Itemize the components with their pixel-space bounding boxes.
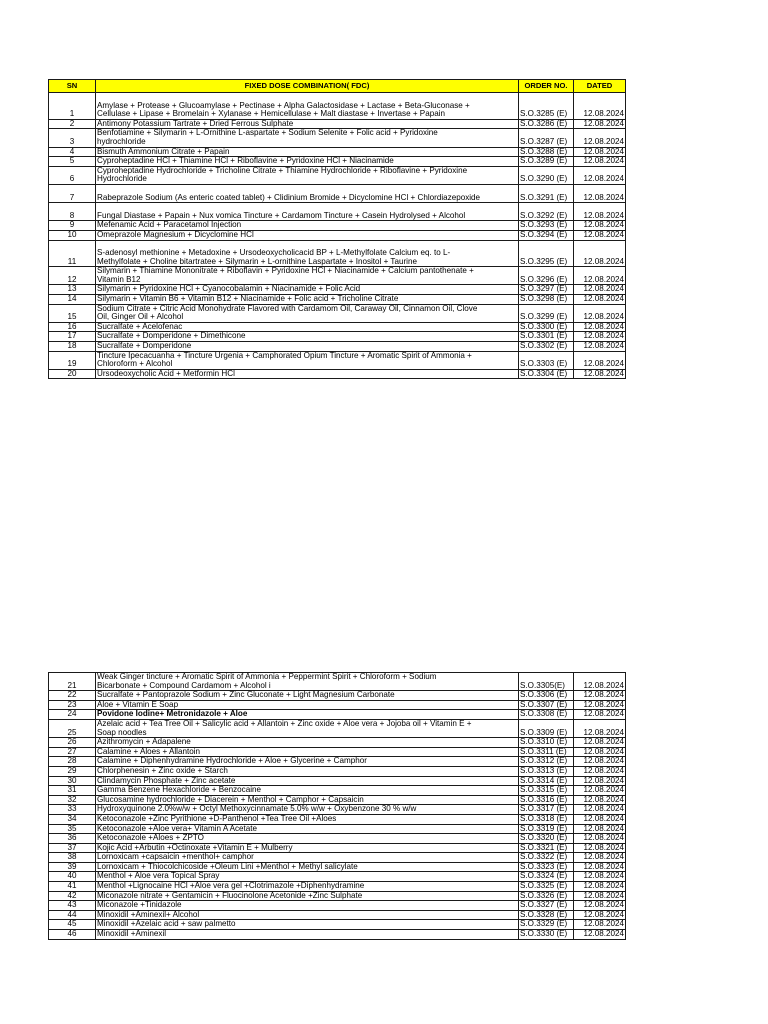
fdc-line: Rabeprazole Sodium (As enteric coated tablet) + Clidinium Bromide + Dicyclomine HCl + Chlordiazepoxide xyxy=(97,192,481,202)
header-fdc: FIXED DOSE COMBINATION( FDC) xyxy=(96,80,519,93)
table-row xyxy=(49,230,626,240)
sn-cell: 18 xyxy=(49,342,96,352)
table-row xyxy=(49,342,626,352)
table-row xyxy=(49,930,626,940)
order-no-cell: S.O.3303 (E) xyxy=(519,351,574,369)
dated-cell: 12.08.2024 xyxy=(574,872,626,882)
fdc-line: Ursodeoxycholic Acid + Metformin HCl xyxy=(97,369,235,378)
sn-cell: 33 xyxy=(49,805,96,815)
fdc-cell xyxy=(96,920,519,930)
dated-cell: 12.08.2024 xyxy=(574,920,626,930)
fdc-line: Cyproheptadine Hydrochloride + Tricholine Citrate + Thiamine Hydrochloride + Riboflavine + Pyridoxine xyxy=(97,166,468,175)
dated-cell: 12.08.2024 xyxy=(574,332,626,342)
dated-cell: 12.08.2024 xyxy=(574,747,626,757)
table-row xyxy=(49,285,626,295)
fdc-cell xyxy=(96,93,519,120)
fdc-cell xyxy=(96,882,519,892)
fdc-line: Sucralfate + Pantoprazole Sodium + Zinc Gluconate + Light Magnesium Carbonate xyxy=(97,690,395,700)
header-order-no: ORDER NO. xyxy=(519,80,574,93)
fdc-cell xyxy=(96,129,519,147)
sn-cell: 19 xyxy=(49,351,96,369)
fdc-cell xyxy=(96,184,519,202)
fdc-line: Ketoconazole +Zinc Pyrithione +D-Panthenol +Tea Tree Oil +Aloes xyxy=(97,814,337,823)
order-no-cell: S.O.3294 (E) xyxy=(519,230,574,240)
fdc-line: Hydroxyquinone 2.0%w/w + Octyl Methoxycinnamate 5.0% w/w + Oxybenzone 30 % w/w xyxy=(97,804,417,814)
order-no-cell: S.O.3306 (E) xyxy=(519,691,574,701)
table-row xyxy=(49,221,626,231)
table-row xyxy=(49,267,626,285)
fdc-line: Azithromycin + Adapalene xyxy=(97,737,191,747)
sn-cell: 24 xyxy=(49,710,96,720)
dated-cell: 12.08.2024 xyxy=(574,295,626,305)
fdc-line: Azelaic acid + Tea Tree Oil + Salicylic acid + Allantoin + Zinc oxide + Aloe vera + Jojoba oil + Vitamin E + xyxy=(97,719,472,728)
dated-cell: 12.08.2024 xyxy=(574,930,626,940)
table-row xyxy=(49,700,626,710)
order-no-cell: S.O.3299 (E) xyxy=(519,304,574,322)
dated-cell: 12.08.2024 xyxy=(574,843,626,853)
order-no-cell: S.O.3289 (E) xyxy=(519,157,574,167)
fdc-cell xyxy=(96,824,519,834)
table-row xyxy=(49,824,626,834)
order-no-cell: S.O.3301 (E) xyxy=(519,332,574,342)
sn-cell: 15 xyxy=(49,304,96,322)
sn-cell: 17 xyxy=(49,332,96,342)
order-no-cell: S.O.3286 (E) xyxy=(519,119,574,129)
sn-cell: 35 xyxy=(49,824,96,834)
fdc-line: Chloroform + Alcohol xyxy=(97,359,173,369)
fdc-line: Hydrochloride xyxy=(97,174,147,184)
fdc-cell xyxy=(96,834,519,844)
fdc-cell xyxy=(96,342,519,352)
fdc-cell xyxy=(96,221,519,231)
fdc-cell xyxy=(96,843,519,853)
fdc-line: Menthol + Aloe vera Topical Spray xyxy=(97,871,220,881)
fdc-cell xyxy=(96,795,519,805)
fdc-line: Minoxidil +Aminexil+ Alcohol xyxy=(97,910,200,919)
fdc-cell xyxy=(96,719,519,737)
fdc-line: Menthol +Lignocaine HCl +Aloe vera gel +Clotrimazole +Diphenhydramine xyxy=(97,881,365,891)
fdc-cell xyxy=(96,166,519,184)
fdc-line: Lornoxicam +capsaicin +menthol+ camphor xyxy=(97,852,254,862)
table-row xyxy=(49,786,626,796)
fdc-line: Silymarin + Pyridoxine HCl + Cyanocobalamin + Niacinamide + Folic Acid xyxy=(97,284,361,294)
sn-cell: 40 xyxy=(49,872,96,882)
order-no-cell: S.O.3309 (E) xyxy=(519,719,574,737)
fdc-line: Minoxidil +Azelaic acid + saw palmetto xyxy=(97,919,236,929)
table-row xyxy=(49,776,626,786)
fdc-line: Soap noodles xyxy=(97,727,147,737)
sn-cell: 9 xyxy=(49,221,96,231)
fdc-cell xyxy=(96,776,519,786)
table-row xyxy=(49,738,626,748)
dated-cell: 12.08.2024 xyxy=(574,786,626,796)
order-no-cell: S.O.3292 (E) xyxy=(519,203,574,221)
sn-cell: 4 xyxy=(49,147,96,157)
fdc-cell xyxy=(96,240,519,267)
sn-cell: 21 xyxy=(49,673,96,691)
dated-cell: 12.08.2024 xyxy=(574,824,626,834)
sn-cell: 22 xyxy=(49,691,96,701)
fdc-line: Amylase + Protease + Glucoamylase + Pectinase + Alpha Galactosidase + Lactase + Beta-Gluconase + xyxy=(97,100,470,110)
sn-cell: 31 xyxy=(49,786,96,796)
table-row xyxy=(49,166,626,184)
dated-cell: 12.08.2024 xyxy=(574,891,626,901)
sn-cell: 1 xyxy=(49,93,96,120)
dated-cell: 12.08.2024 xyxy=(574,230,626,240)
dated-cell: 12.08.2024 xyxy=(574,285,626,295)
order-no-cell: S.O.3311 (E) xyxy=(519,747,574,757)
sn-cell: 32 xyxy=(49,795,96,805)
order-no-cell: S.O.3325 (E) xyxy=(519,882,574,892)
dated-cell: 12.08.2024 xyxy=(574,203,626,221)
table-row xyxy=(49,119,626,129)
sn-cell: 29 xyxy=(49,766,96,776)
table-row xyxy=(49,184,626,202)
order-no-cell: S.O.3321 (E) xyxy=(519,843,574,853)
table-header-row xyxy=(49,80,626,93)
sn-cell: 45 xyxy=(49,920,96,930)
order-no-cell: S.O.3317 (E) xyxy=(519,805,574,815)
sn-cell: 39 xyxy=(49,862,96,872)
order-no-cell: S.O.3315 (E) xyxy=(519,786,574,796)
table-row xyxy=(49,872,626,882)
fdc-cell xyxy=(96,285,519,295)
order-no-cell: S.O.3318 (E) xyxy=(519,814,574,824)
fdc-cell xyxy=(96,757,519,767)
sn-cell: 41 xyxy=(49,882,96,892)
dated-cell: 12.08.2024 xyxy=(574,673,626,691)
table-row xyxy=(49,920,626,930)
sn-cell: 43 xyxy=(49,901,96,911)
dated-cell: 12.08.2024 xyxy=(574,738,626,748)
order-no-cell: S.O.3327 (E) xyxy=(519,901,574,911)
fdc-cell xyxy=(96,147,519,157)
dated-cell: 12.08.2024 xyxy=(574,910,626,920)
dated-cell: 12.08.2024 xyxy=(574,795,626,805)
dated-cell: 12.08.2024 xyxy=(574,814,626,824)
sn-cell: 25 xyxy=(49,719,96,737)
sn-cell: 2 xyxy=(49,119,96,129)
fdc-line: Omeprazole Magnesium + Dicyclomine HCl xyxy=(97,230,254,239)
table-row xyxy=(49,719,626,737)
header-dated: DATED xyxy=(574,80,626,93)
table-row xyxy=(49,322,626,332)
fdc-cell xyxy=(96,691,519,701)
order-no-cell: S.O.3324 (E) xyxy=(519,872,574,882)
fdc-line: Ketoconazole +Aloe vera+ Vitamin A Acetate xyxy=(97,824,258,833)
order-no-cell: S.O.3296 (E) xyxy=(519,267,574,285)
sn-cell: 38 xyxy=(49,853,96,863)
order-no-cell: S.O.3285 (E) xyxy=(519,93,574,120)
order-no-cell: S.O.3295 (E) xyxy=(519,240,574,267)
dated-cell: 12.08.2024 xyxy=(574,184,626,202)
fdc-cell xyxy=(96,119,519,129)
fdc-line: Clindamycin Phosphate + Zinc acetate xyxy=(97,776,236,785)
fdc-cell xyxy=(96,267,519,285)
dated-cell: 12.08.2024 xyxy=(574,691,626,701)
table-row xyxy=(49,910,626,920)
order-no-cell: S.O.3302 (E) xyxy=(519,342,574,352)
sn-cell: 6 xyxy=(49,166,96,184)
fdc-line: Bismuth Ammonium Citrate + Papain xyxy=(97,147,230,156)
dated-cell: 12.08.2024 xyxy=(574,147,626,157)
sn-cell: 16 xyxy=(49,322,96,332)
order-no-cell: S.O.3314 (E) xyxy=(519,776,574,786)
fdc-cell xyxy=(96,710,519,720)
sn-cell: 14 xyxy=(49,295,96,305)
fdc-cell xyxy=(96,766,519,776)
table-row xyxy=(49,891,626,901)
dated-cell: 12.08.2024 xyxy=(574,862,626,872)
fdc-cell xyxy=(96,930,519,940)
order-no-cell: S.O.3288 (E) xyxy=(519,147,574,157)
fdc-line: Aloe + Vitamin E Soap xyxy=(97,700,179,709)
sn-cell: 27 xyxy=(49,747,96,757)
fdc-cell xyxy=(96,862,519,872)
fdc-cell xyxy=(96,230,519,240)
fdc-line: Mefenamic Acid + Paracetamol Injection xyxy=(97,220,242,230)
order-no-cell: S.O.3298 (E) xyxy=(519,295,574,305)
fdc-line: Cellulase + Lipase + Bromelain + Xylanase + Hemicellulase + Malt diastase + Invertase + Papain xyxy=(97,109,446,119)
table-row xyxy=(49,369,626,379)
sn-cell: 7 xyxy=(49,184,96,202)
sn-cell: 5 xyxy=(49,157,96,167)
fdc-cell xyxy=(96,805,519,815)
dated-cell: 12.08.2024 xyxy=(574,157,626,167)
fdc-line: Cyproheptadine HCl + Thiamine HCl + Riboflavine + Pyridoxine HCl + Niacinamide xyxy=(97,156,394,166)
fdc-line: Miconazole nitrate + Gentamicin + Fluocinolone Acetonide +Zinc Sulphate xyxy=(97,891,363,900)
dated-cell: 12.08.2024 xyxy=(574,369,626,379)
order-no-cell: S.O.3319 (E) xyxy=(519,824,574,834)
table-row xyxy=(49,901,626,911)
dated-cell: 12.08.2024 xyxy=(574,351,626,369)
fdc-cell xyxy=(96,700,519,710)
dated-cell: 12.08.2024 xyxy=(574,119,626,129)
order-no-cell: S.O.3322 (E) xyxy=(519,853,574,863)
fdc-line: Miconazole +Tinidazole xyxy=(97,900,182,910)
fdc-line: Calamine + Aloes + Allantoin xyxy=(97,747,201,756)
table-row xyxy=(49,691,626,701)
sn-cell: 44 xyxy=(49,910,96,920)
table-row xyxy=(49,93,626,120)
dated-cell: 12.08.2024 xyxy=(574,267,626,285)
fdc-line: Sucralfate + Domperidone xyxy=(97,341,192,351)
table-row xyxy=(49,882,626,892)
table-row xyxy=(49,710,626,720)
table-row xyxy=(49,295,626,305)
fdc-cell xyxy=(96,369,519,379)
fdc-line: Methylfolate + Choline bitartratee + Silymarin + L-ornithine Laspartate + Inositol + Taurine xyxy=(97,256,417,266)
fdc-line: Povidone Iodine+ Metronidazole + Aloe xyxy=(97,709,248,719)
order-no-cell: S.O.3290 (E) xyxy=(519,166,574,184)
sn-cell: 23 xyxy=(49,700,96,710)
fdc-cell xyxy=(96,853,519,863)
dated-cell: 12.08.2024 xyxy=(574,901,626,911)
fdc-line: Fungal Diastase + Papain + Nux vomica Tincture + Cardamom Tincture + Casein Hydrolysed + Alcohol xyxy=(97,210,466,220)
fdc-line: Ketoconazole +Aloes + ZPTO xyxy=(97,833,204,843)
sn-cell: 26 xyxy=(49,738,96,748)
fdc-line: Lornoxicam + Thiocolchicoside +Oleum Lini +Menthol + Methyl salicylate xyxy=(97,862,358,871)
order-no-cell: S.O.3308 (E) xyxy=(519,710,574,720)
dated-cell: 12.08.2024 xyxy=(574,805,626,815)
fdc-cell xyxy=(96,322,519,332)
order-no-cell: S.O.3312 (E) xyxy=(519,757,574,767)
sn-cell: 13 xyxy=(49,285,96,295)
order-no-cell: S.O.3329 (E) xyxy=(519,920,574,930)
table-row xyxy=(49,766,626,776)
dated-cell: 12.08.2024 xyxy=(574,882,626,892)
fdc-cell xyxy=(96,872,519,882)
dated-cell: 12.08.2024 xyxy=(574,700,626,710)
fdc-cell xyxy=(96,332,519,342)
table-row xyxy=(49,240,626,267)
table-row xyxy=(49,814,626,824)
sn-cell: 30 xyxy=(49,776,96,786)
fdc-cell xyxy=(96,738,519,748)
table-row xyxy=(49,805,626,815)
fdc-line: Oil, Ginger Oil + Alcohol xyxy=(97,312,184,322)
order-no-cell: S.O.3304 (E) xyxy=(519,369,574,379)
table-row xyxy=(49,129,626,147)
sn-cell: 12 xyxy=(49,267,96,285)
table-row xyxy=(49,757,626,767)
fdc-cell xyxy=(96,901,519,911)
fdc-cell xyxy=(96,747,519,757)
fdc-line: hydrochloride xyxy=(97,136,146,146)
table-row xyxy=(49,862,626,872)
fdc-line: Glucosamine hydrochloride + Diacerein + Menthol + Camphor + Capsaicin xyxy=(97,795,364,804)
dated-cell: 12.08.2024 xyxy=(574,719,626,737)
table-row xyxy=(49,332,626,342)
dated-cell: 12.08.2024 xyxy=(574,221,626,231)
table-row xyxy=(49,147,626,157)
order-no-cell: S.O.3300 (E) xyxy=(519,322,574,332)
fdc-cell xyxy=(96,295,519,305)
fdc-cell xyxy=(96,673,519,691)
sn-cell: 46 xyxy=(49,930,96,940)
fdc-line: Sodium Citrate + Citric Acid Monohydrate Flavored with Cardamom Oil, Caraway Oil, Cinnamon Oil, Clove xyxy=(97,304,478,313)
sn-cell: 20 xyxy=(49,369,96,379)
order-no-cell: S.O.3326 (E) xyxy=(519,891,574,901)
order-no-cell: S.O.3328 (E) xyxy=(519,910,574,920)
order-no-cell: S.O.3305(E) xyxy=(519,673,574,691)
sn-cell: 8 xyxy=(49,203,96,221)
fdc-line: Sucralfate + Domperidone + Dimethicone xyxy=(97,331,246,341)
fdc-line: Calamine + Diphenhydramine Hydrochloride + Aloe + Glycerine + Camphor xyxy=(97,756,367,766)
dated-cell: 12.08.2024 xyxy=(574,166,626,184)
fdc-line: Antimony Potassium Tartrate + Dried Ferrous Sulphate xyxy=(97,119,294,128)
order-no-cell: S.O.3330 (E) xyxy=(519,930,574,940)
table-row xyxy=(49,157,626,167)
fdc-cell xyxy=(96,814,519,824)
order-no-cell: S.O.3293 (E) xyxy=(519,221,574,231)
order-no-cell: S.O.3291 (E) xyxy=(519,184,574,202)
fdc-line: Kojic Acid +Arbutin +Octinoxate +Vitamin E + Mulberry xyxy=(97,843,293,852)
fdc-line: Silymarin + Vitamin B6 + Vitamin B12 + Niacinamide + Folic acid + Tricholine Citrate xyxy=(97,294,399,304)
sn-cell: 11 xyxy=(49,240,96,267)
table-row xyxy=(49,673,626,691)
fdc-cell xyxy=(96,910,519,920)
fdc-cell xyxy=(96,203,519,221)
fdc-cell xyxy=(96,786,519,796)
sn-cell: 37 xyxy=(49,843,96,853)
order-no-cell: S.O.3313 (E) xyxy=(519,766,574,776)
dated-cell: 12.08.2024 xyxy=(574,240,626,267)
order-no-cell: S.O.3316 (E) xyxy=(519,795,574,805)
dated-cell: 12.08.2024 xyxy=(574,853,626,863)
dated-cell: 12.08.2024 xyxy=(574,757,626,767)
sn-cell: 34 xyxy=(49,814,96,824)
fdc-line: S-adenosyl methionine + Metadoxine + Ursodeoxycholicacid BP + L-Methylfolate Calcium eq. to L- xyxy=(97,248,451,258)
dated-cell: 12.08.2024 xyxy=(574,304,626,322)
fdc-cell xyxy=(96,891,519,901)
fdc-line: Sucralfate + Acelofenac xyxy=(97,322,183,331)
dated-cell: 12.08.2024 xyxy=(574,322,626,332)
fdc-line: Tincture Ipecacuanha + Tincture Urgenia + Camphorated Opium Tincture + Aromatic Spirit of Ammonia + xyxy=(97,351,472,360)
dated-cell: 12.08.2024 xyxy=(574,834,626,844)
dated-cell: 12.08.2024 xyxy=(574,766,626,776)
dated-cell: 12.08.2024 xyxy=(574,342,626,352)
dated-cell: 12.08.2024 xyxy=(574,93,626,120)
table-row xyxy=(49,304,626,322)
table-row xyxy=(49,747,626,757)
dated-cell: 12.08.2024 xyxy=(574,776,626,786)
header-sn: SN xyxy=(49,80,96,93)
order-no-cell: S.O.3287 (E) xyxy=(519,129,574,147)
sn-cell: 42 xyxy=(49,891,96,901)
fdc-line: Benfotiamine + Silymarin + L-Ornithine L-aspartate + Sodium Selenite + Folic acid + Pyridoxine xyxy=(97,128,438,138)
fdc-line: Gamma Benzene Hexachloride + Benzocaine xyxy=(97,785,261,795)
sn-cell: 28 xyxy=(49,757,96,767)
fdc-line: Bicarbonate + Compound Cardamom + Alcohol i xyxy=(97,680,271,690)
table-row xyxy=(49,843,626,853)
fdc-cell xyxy=(96,351,519,369)
table-row xyxy=(49,351,626,369)
table-row xyxy=(49,203,626,221)
fdc-line: Minoxidil +Aminexil xyxy=(97,929,167,939)
fdc-line: Silymarin + Thiamine Mononitrate + Riboflavin + Pyridoxine HCl + Niacinamide + Calcium pantothenate + xyxy=(97,266,474,276)
fdc-cell xyxy=(96,304,519,322)
fdc-table-2 xyxy=(48,672,626,940)
order-no-cell: S.O.3320 (E) xyxy=(519,834,574,844)
order-no-cell: S.O.3297 (E) xyxy=(519,285,574,295)
dated-cell: 12.08.2024 xyxy=(574,129,626,147)
sn-cell: 36 xyxy=(49,834,96,844)
table-row xyxy=(49,853,626,863)
order-no-cell: S.O.3323 (E) xyxy=(519,862,574,872)
fdc-line: Vitamin B12 xyxy=(97,274,141,284)
sn-cell: 3 xyxy=(49,129,96,147)
fdc-line: Weak Ginger tincture + Aromatic Spirit of Ammonia + Peppermint Spirit + Chloroform + Sodium xyxy=(97,672,437,681)
table-row xyxy=(49,834,626,844)
order-no-cell: S.O.3310 (E) xyxy=(519,738,574,748)
table-row xyxy=(49,795,626,805)
dated-cell: 12.08.2024 xyxy=(574,710,626,720)
order-no-cell: S.O.3307 (E) xyxy=(519,700,574,710)
fdc-line: Chlorphenesin + Zinc oxide + Starch xyxy=(97,766,228,775)
sn-cell: 10 xyxy=(49,230,96,240)
fdc-cell xyxy=(96,157,519,167)
fdc-table-1 xyxy=(48,79,626,379)
